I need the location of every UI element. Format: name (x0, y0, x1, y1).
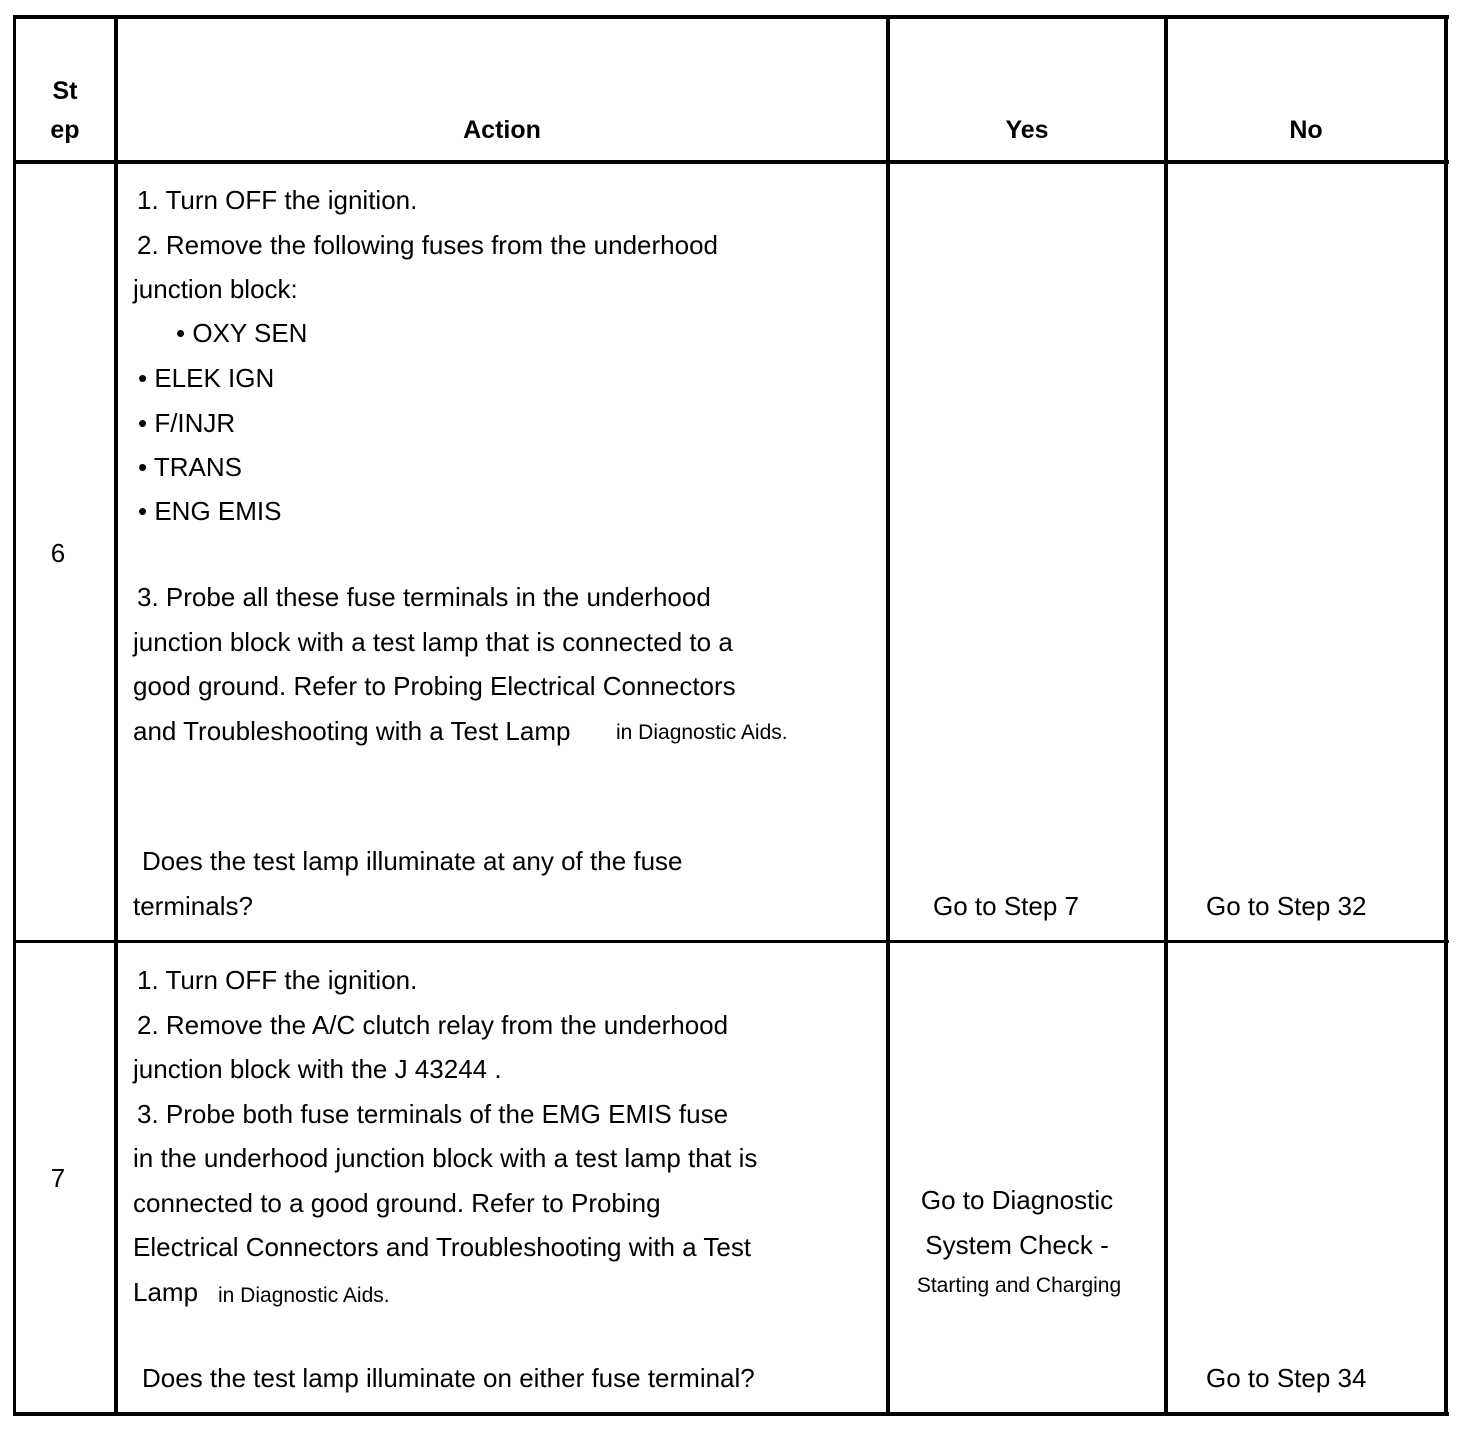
header-no: No (1289, 116, 1323, 144)
yes-answer-small: Starting and Charging (916, 1274, 1122, 1297)
action-line: 1. Turn OFF the ignition. (137, 965, 418, 995)
action-line: and Troubleshooting with a Test Lamp (133, 716, 571, 746)
action-line: junction block with the J 43244 . (133, 1054, 502, 1084)
table-border-left (13, 15, 16, 1416)
action-line: junction block with a test lamp that is connected to a (133, 627, 733, 657)
action-bullet: • ENG EMIS (138, 496, 282, 526)
column-divider-yes (1164, 15, 1168, 1416)
action-line: good ground. Refer to Probing Electrical Connectors (133, 671, 736, 701)
yes-answer: Go to Step 7 (933, 891, 1079, 921)
table-border-right (1444, 15, 1448, 1416)
action-question: Does the test lamp illuminate on either fuse terminal? (142, 1363, 755, 1393)
action-bullet: • OXY SEN (176, 318, 308, 348)
header-action: Action (463, 116, 541, 144)
action-question: Does the test lamp illuminate at any of the fuse (142, 846, 683, 876)
action-line: 2. Remove the following fuses from the underhood (137, 230, 719, 260)
action-line: 3. Probe both fuse terminals of the EMG EMIS fuse (137, 1099, 729, 1129)
row-divider (13, 940, 1449, 943)
action-question: terminals? (133, 891, 253, 921)
action-line-small: in Diagnostic Aids. (616, 721, 788, 744)
action-line: Electrical Connectors and Troubleshooting with a Test (133, 1232, 752, 1262)
header-step-line1: St (52, 77, 78, 105)
yes-answer: System Check - (925, 1230, 1109, 1260)
step-number: 6 (50, 538, 66, 568)
action-bullet: • F/INJR (138, 408, 236, 438)
header-step-line2: ep (50, 116, 80, 144)
header-divider (13, 160, 1449, 164)
action-line: Lamp (133, 1277, 199, 1307)
no-answer: Go to Step 34 (1206, 1363, 1367, 1393)
column-divider-step (114, 15, 118, 1416)
action-line: 3. Probe all these fuse terminals in the underhood (137, 582, 711, 612)
action-bullet: • TRANS (138, 452, 242, 482)
action-line: junction block: (133, 274, 298, 304)
no-answer: Go to Step 32 (1206, 891, 1367, 921)
action-line: connected to a good ground. Refer to Probing (133, 1188, 661, 1218)
action-bullet: • ELEK IGN (138, 363, 275, 393)
header-yes: Yes (1005, 116, 1049, 144)
yes-answer: Go to Diagnostic (920, 1185, 1114, 1215)
action-line: in the underhood junction block with a test lamp that is (133, 1143, 758, 1173)
action-line: 1. Turn OFF the ignition. (137, 185, 418, 215)
table-border-bottom (13, 1412, 1449, 1416)
step-number: 7 (50, 1163, 66, 1193)
action-line-small: in Diagnostic Aids. (218, 1284, 390, 1307)
table-border-top (13, 15, 1449, 19)
action-line: 2. Remove the A/C clutch relay from the underhood (137, 1010, 729, 1040)
